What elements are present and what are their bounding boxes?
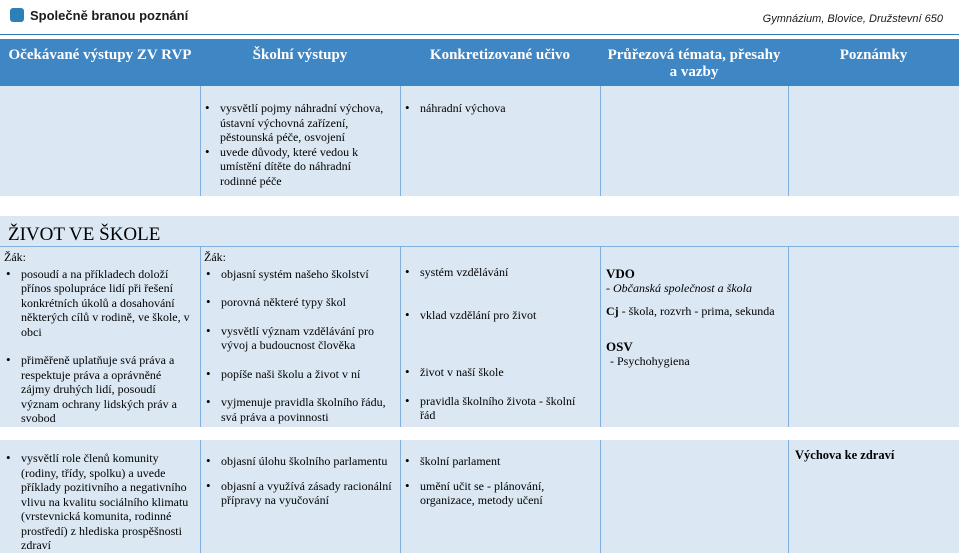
list-item: • pravidla školního života - školní řád	[403, 394, 593, 423]
column-divider	[600, 86, 601, 196]
row2-school-outputs	[204, 250, 390, 424]
column-header-curriculum: Konkretizované učivo	[429, 47, 571, 63]
list-item: • objasní úlohu školního parlamentu	[204, 454, 396, 469]
column-divider	[200, 247, 201, 427]
row2-rvp	[4, 250, 190, 426]
pupil-label: Žák:	[204, 250, 226, 264]
column-divider	[600, 440, 601, 553]
list-item: • systém vzdělávání	[403, 265, 593, 280]
osv-topic: - Psychohygiena	[610, 354, 690, 368]
row3-notes: Výchova ke zdraví	[795, 448, 895, 462]
pupil-label: Žák:	[4, 250, 26, 264]
section-title: ŽIVOT VE ŠKOLE	[8, 224, 161, 245]
vdo-topic: - Občanská společnost a škola	[606, 281, 752, 295]
list-item: • objasní systém našeho školství	[204, 267, 390, 282]
list-item: • vysvětlí význam vzdělávání pro vývoj a budoucnost člověka	[204, 324, 390, 353]
spacer	[0, 196, 959, 216]
column-header-notes: Poznámky	[839, 47, 908, 63]
row1-school-outputs	[203, 101, 388, 188]
school-name: Gymnázium, Blovice, Družstevní 650	[762, 13, 943, 25]
column-divider	[400, 247, 401, 427]
list-item: • uvede důvody, které vedou k umístění dítěte do náhradní rodinné péče	[203, 145, 388, 189]
column-divider	[788, 86, 789, 196]
column-divider	[788, 247, 789, 427]
row3-rvp	[4, 451, 190, 553]
list-item: • školní parlament	[403, 454, 583, 469]
list-item: • porovná některé typy škol	[204, 295, 390, 310]
logo-icon	[10, 8, 24, 22]
row2-curriculum	[403, 265, 593, 423]
row3-curriculum	[403, 454, 583, 508]
list-item: • náhradní výchova	[403, 101, 593, 116]
list-item: • život v naší škole	[403, 365, 593, 380]
column-divider	[788, 440, 789, 553]
logo-text: Společně branou poznání	[30, 8, 189, 23]
row3-school-outputs	[204, 454, 396, 508]
list-item: • umění učit se - plánování, organizace, metody učení	[403, 479, 583, 508]
list-item: • posoudí a na příkladech doloží přínos spolupráce lidí při řešení konkrétních úkolů a dosahování některých cílů v rodině, ve škole, v obci	[4, 267, 190, 340]
list-item: • objasní a využívá zásady racionální přípravy na vyučování	[204, 479, 396, 508]
table-header	[0, 39, 959, 86]
logo	[10, 8, 188, 23]
section-divider	[0, 246, 959, 247]
list-item: • vysvětlí role členů komunity (rodiny, třídy, spolku) a uvede příklady pozitivního a negativního vlivu na kvalitu sociálního klimatu (vrstevnická komunita, rodinné prostředí) z hlediska prospěšnosti zdraví	[4, 451, 190, 553]
column-divider	[400, 440, 401, 553]
column-divider	[600, 247, 601, 427]
vdo-label: VDO	[606, 266, 635, 281]
header-rule	[0, 34, 959, 35]
list-item: • vyjmenuje pravidla školního řádu, svá práva a povinnosti	[204, 395, 390, 424]
column-divider	[200, 86, 201, 196]
list-item: • popíše naši školu a život v ní	[204, 367, 390, 382]
column-header-rvp: Očekávané výstupy ZV RVP	[8, 47, 192, 63]
top-bar	[0, 0, 959, 36]
list-item: • přiměřeně uplatňuje svá práva a respektuje práva a oprávněné zájmy druhých lidí, posoudí význam ochrany lidských práv a svobod	[4, 353, 190, 426]
column-header-cross-topics: Průřezová témata, přesahy a vazby	[607, 47, 781, 80]
list-item: • vklad vzdělání pro život	[403, 308, 593, 323]
list-item: • vysvětlí pojmy náhradní výchova, ústavní výchovná zařízení, pěstounská péče, osvojení	[203, 101, 388, 145]
column-divider	[400, 86, 401, 196]
osv-label: OSV	[606, 339, 633, 354]
column-divider	[200, 440, 201, 553]
column-header-school-outputs: Školní výstupy	[252, 47, 348, 63]
cj-link: Cj - škola, rozvrh - prima, sekunda	[606, 304, 775, 318]
row2-cross-topics	[606, 266, 784, 369]
row1-curriculum	[403, 101, 593, 116]
